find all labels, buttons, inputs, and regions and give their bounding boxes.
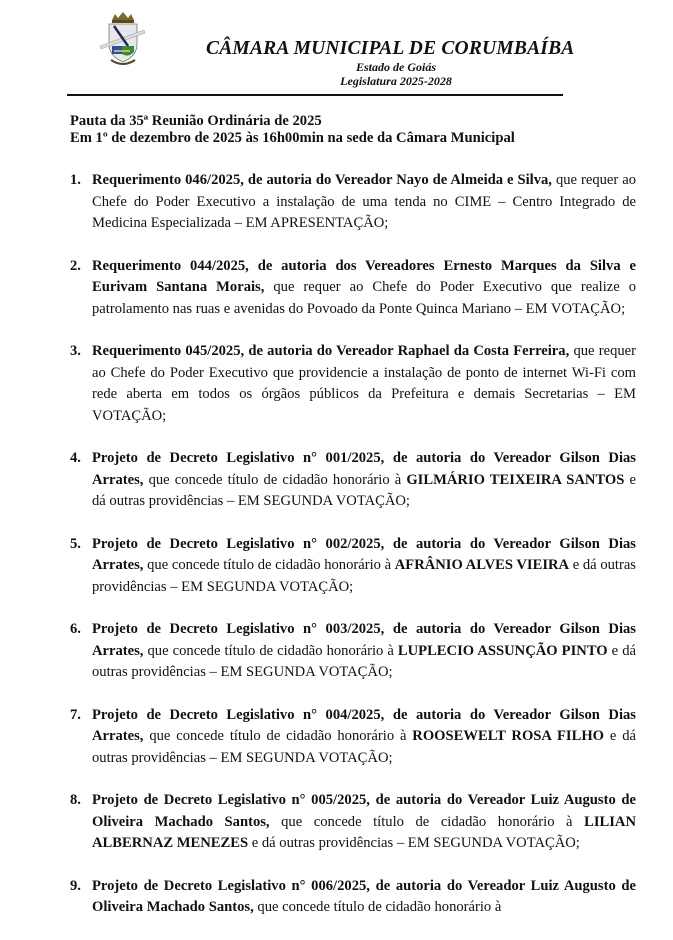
letterhead-title-block	[120, 38, 672, 88]
item-title: Projeto de Decreto Legislativo n° 005/2025, de autoria do Vereador Luiz Augusto de Oliveira Machado Santos,	[92, 792, 636, 830]
item-title: Projeto de Decreto Legislativo n° 004/2025, de autoria do Vereador Gilson Dias Arrates,	[92, 706, 636, 744]
item-status: e dá outras providências – EM SEGUNDA VOTAÇÃO;	[92, 642, 636, 680]
item-title: Projeto de Decreto Legislativo n° 001/2025, de autoria do Vereador Gilson Dias Arrates,	[92, 450, 636, 488]
item-title: Projeto de Decreto Legislativo n° 003/2025, de autoria do Vereador Gilson Dias Arrates,	[92, 621, 636, 659]
agenda-item	[70, 705, 636, 770]
agenda-item	[70, 876, 636, 919]
agenda-item	[70, 790, 636, 855]
item-number: 1.	[70, 172, 81, 188]
agenda-items-list	[70, 170, 636, 940]
honoree-name: GILMÁRIO TEIXEIRA SANTOS	[406, 471, 625, 488]
agenda-item	[70, 341, 636, 427]
item-status: e dá outras providências – EM SEGUNDA VOTAÇÃO;	[248, 835, 580, 851]
agenda-item	[70, 534, 636, 599]
agenda-item	[70, 256, 636, 321]
honoree-name: ROOSEWELT ROSA FILHO	[412, 728, 605, 744]
agenda-item	[70, 448, 636, 513]
item-number: 5.	[70, 535, 81, 552]
item-description: que concede título de cidadão honorário à	[253, 899, 502, 915]
honoree-name: LILIAN ALBERNAZ MENEZES	[92, 813, 636, 851]
item-description: que requer ao Chefe do Poder Executivo a instalação de uma tenda no CIME – Centro Integrado de Medicina Especializada – EM APRESENTAÇÃO;	[92, 172, 636, 231]
item-title: Requerimento 046/2025, de autoria do Vereador Nayo de Almeida e Silva,	[92, 172, 552, 188]
item-number: 3.	[70, 343, 81, 359]
item-description: que concede título de cidadão honorário à	[143, 642, 398, 659]
item-title: Requerimento 044/2025, de autoria dos Vereadores Ernesto Marques da Silva e Eurivam Santana Morais,	[92, 257, 636, 295]
item-status: e dá outras providências – EM SEGUNDA VOTAÇÃO;	[92, 728, 636, 766]
honoree-name: AFRÂNIO ALVES VIEIRA	[394, 557, 570, 573]
agenda-heading	[70, 113, 515, 147]
item-number: 8.	[70, 792, 81, 808]
item-description: que concede título de cidadão honorário à	[143, 471, 407, 488]
item-number: 4.	[70, 450, 81, 466]
item-title: Projeto de Decreto Legislativo n° 006/2025, de autoria do Vereador Luiz Augusto de Oliveira Machado Santos,	[92, 877, 636, 915]
item-title: Requerimento 045/2025, de autoria do Vereador Raphael da Costa Ferreira,	[92, 343, 570, 359]
item-status: e dá outras providências – EM SEGUNDA VOTAÇÃO;	[92, 557, 636, 595]
item-number: 7.	[70, 706, 81, 723]
agenda-subtitle: Em 1º de dezembro de 2025 às 16h00min na sede da Câmara Municipal	[70, 130, 515, 146]
item-status: e dá outras providências – EM SEGUNDA VOTAÇÃO;	[92, 471, 636, 509]
agenda-item	[70, 619, 636, 684]
header-divider	[67, 94, 563, 96]
item-description: que requer ao Chefe do Poder Executivo que providencie a instalação de ponto de internet Wi-Fi com rede aberta em todos os órgãos públicos da Prefeitura e demais Secretarias – EM VOTAÇÃO;	[92, 343, 636, 424]
honoree-name: LUPLECIO ASSUNÇÃO PINTO	[397, 642, 608, 659]
item-description: que requer ao Chefe do Poder Executivo que realize o patrolamento nas ruas e avenidas do Povoado da Ponte Quinca Mariano – EM VOTAÇÃO;	[92, 279, 636, 317]
agenda-item	[70, 170, 636, 235]
agenda-title: Pauta da 35ª Reunião Ordinária de 2025	[70, 113, 322, 129]
item-number: 2.	[70, 257, 81, 274]
item-description: que concede título de cidadão honorário à	[269, 813, 585, 830]
item-description: que concede título de cidadão honorário à	[143, 728, 413, 744]
item-number: 9.	[70, 877, 81, 894]
item-title: Projeto de Decreto Legislativo n° 002/2025, de autoria do Vereador Gilson Dias Arrates,	[92, 535, 636, 573]
legislature-period: Legislatura 2025-2028	[340, 74, 452, 88]
organization-name: CÂMARA MUNICIPAL DE CORUMBAÍBA	[206, 38, 575, 59]
state-name: Estado de Goiás	[355, 60, 436, 74]
item-number: 6.	[70, 621, 81, 637]
item-description: que concede título de cidadão honorário à	[143, 557, 395, 573]
letterhead	[0, 0, 673, 96]
